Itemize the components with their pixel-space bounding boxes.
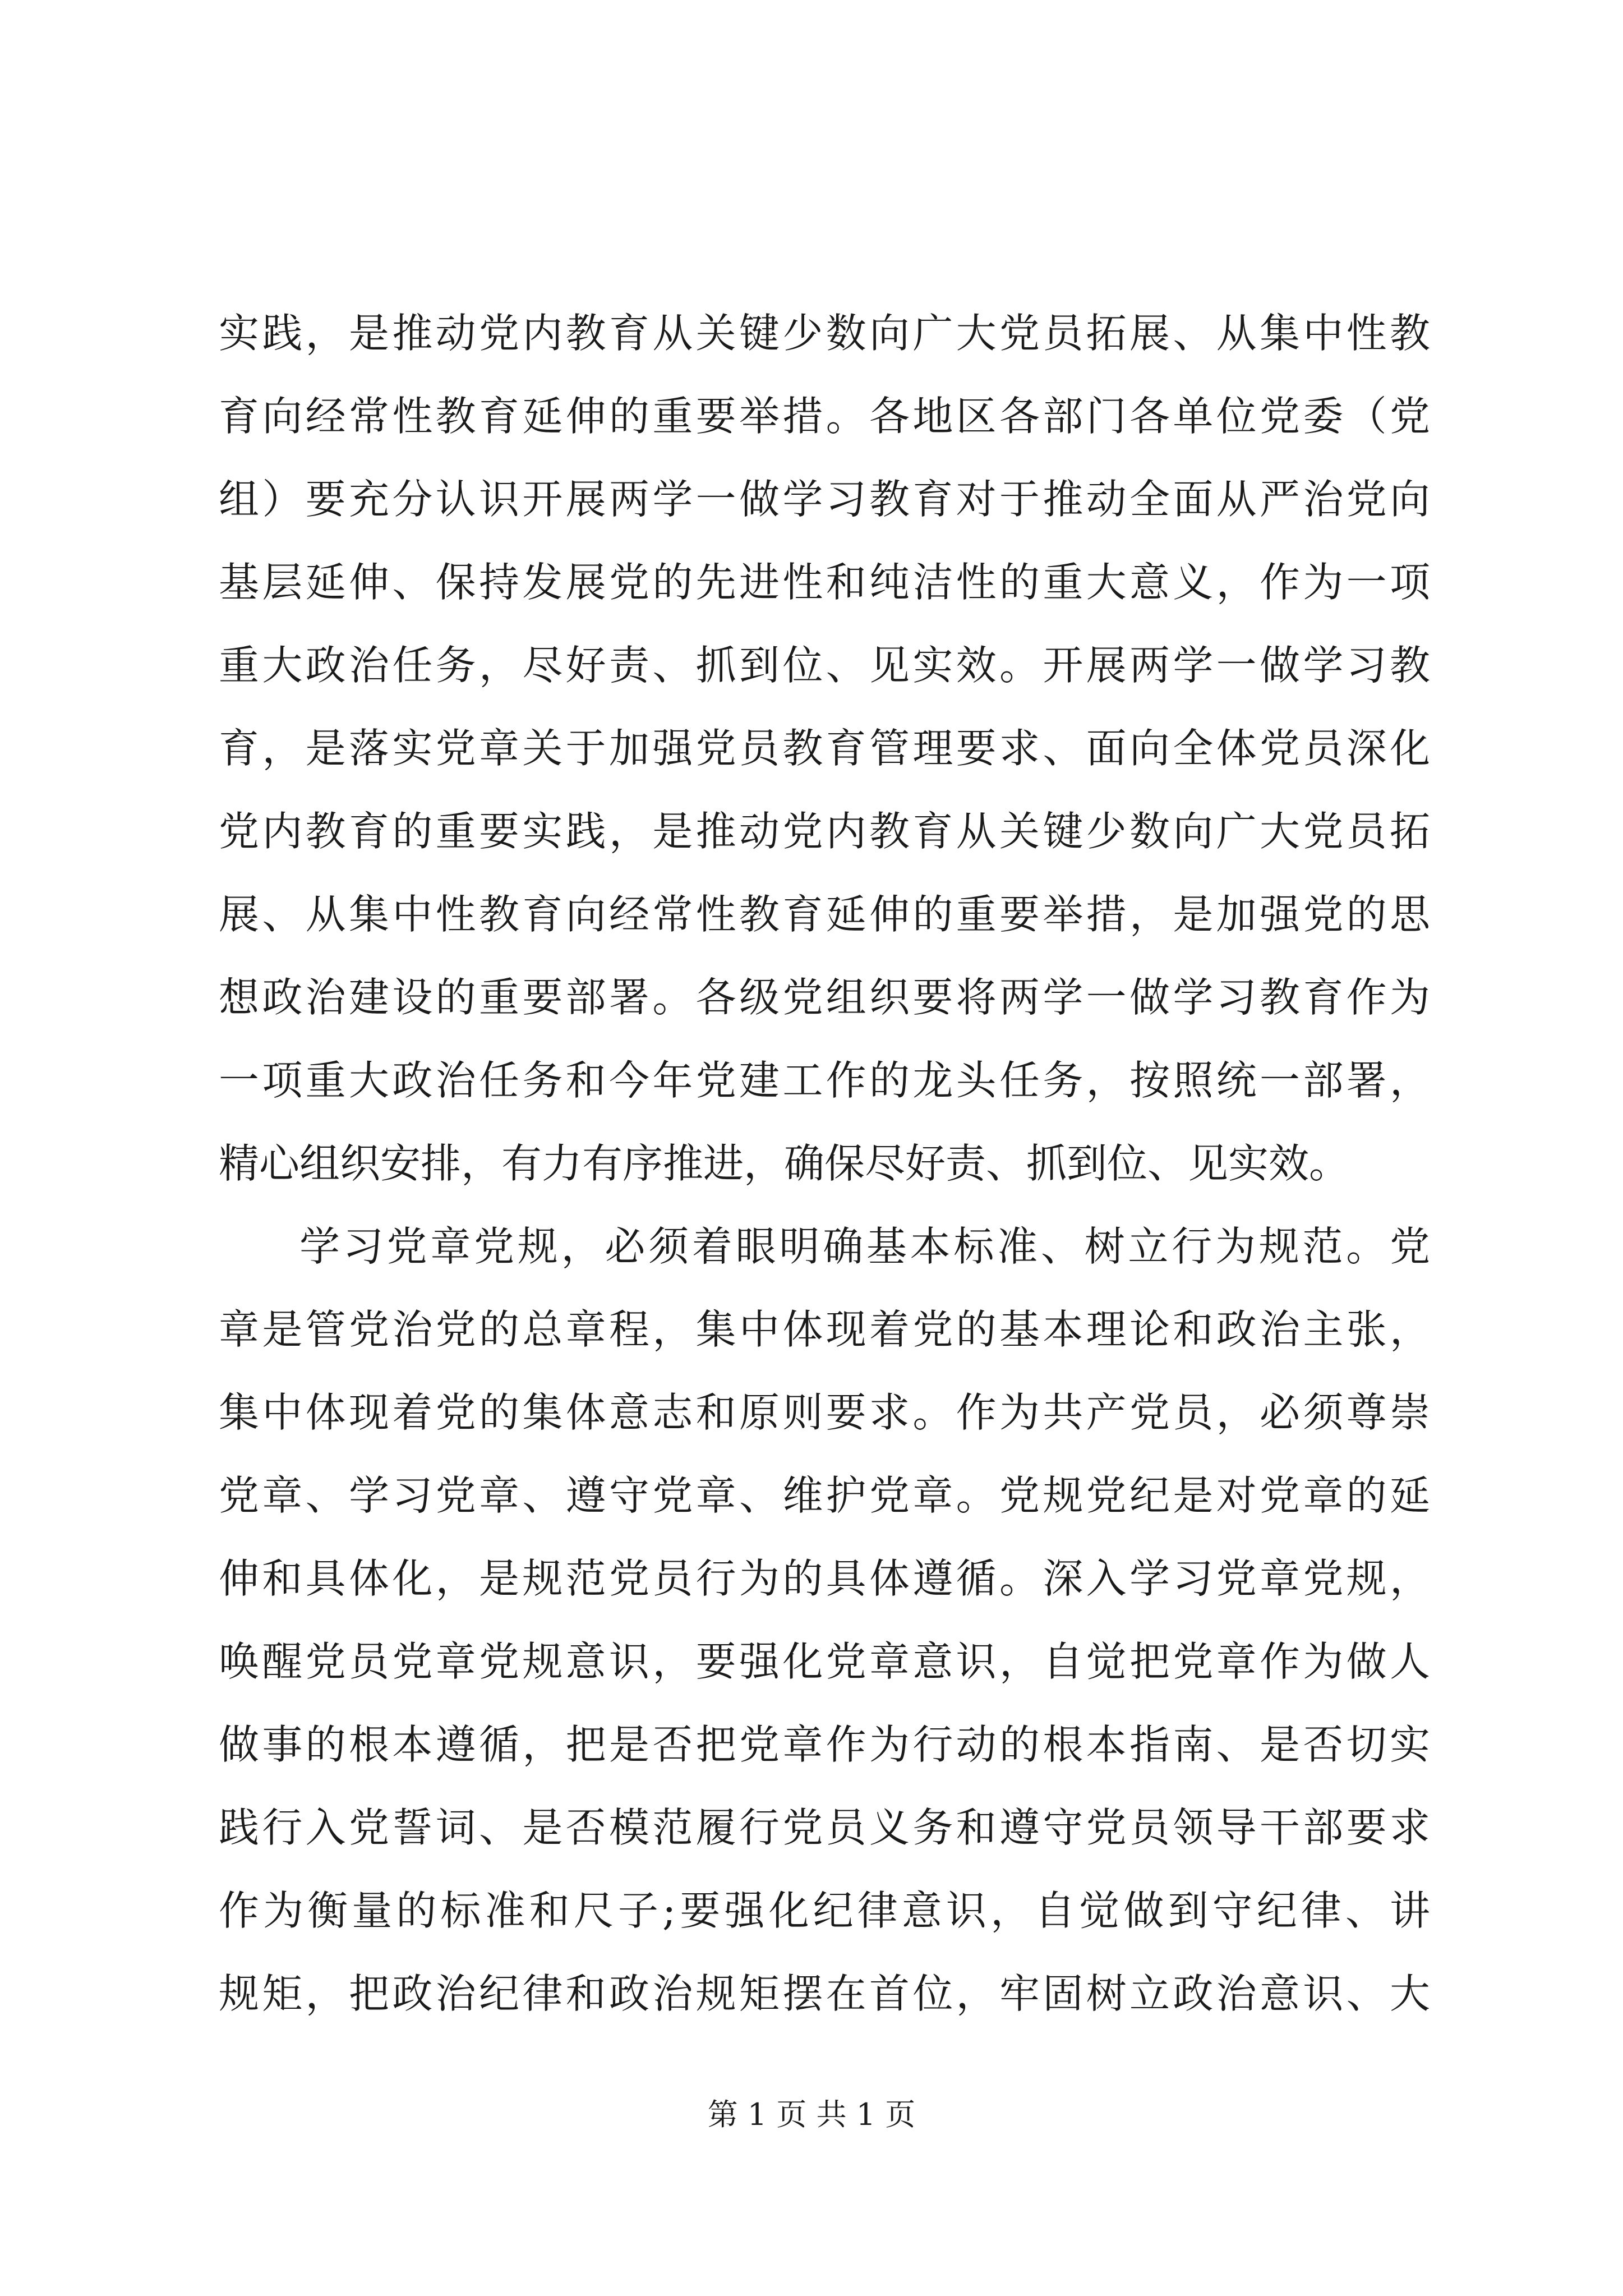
text-line: 规矩，把政治纪律和政治规矩摆在首位，牢固树立政治意识、大 bbox=[219, 1970, 1430, 2017]
text-line: 精心组织安排，有力有序推进，确保尽好责、抓到位、见实效。 bbox=[219, 1140, 1350, 1187]
text-line: 做事的根本遵循，把是否把党章作为行动的根本指南、是否切实 bbox=[219, 1721, 1430, 1768]
text-line: 育向经常性教育延伸的重要举措。各地区各部门各单位党委（党 bbox=[219, 393, 1430, 440]
text-line: 集中体现着党的集体意志和原则要求。作为共产党员，必须尊崇 bbox=[219, 1389, 1430, 1436]
text-line: 育，是落实党章关于加强党员教育管理要求、面向全体党员深化 bbox=[219, 725, 1430, 772]
text-line: 基层延伸、保持发展党的先进性和纯洁性的重大意义，作为一项 bbox=[219, 559, 1430, 606]
text-line: 唤醒党员党章党规意识，要强化党章意识，自觉把党章作为做人 bbox=[219, 1638, 1430, 1685]
text-line: 实践，是推动党内教育从关键少数向广大党员拓展、从集中性教 bbox=[219, 310, 1430, 357]
text-line: 伸和具体化，是规范党员行为的具体遵循。深入学习党章党规， bbox=[219, 1555, 1430, 1602]
paragraph-first-line: 学习党章党规，必须着眼明确基本标准、树立行为规范。党 bbox=[299, 1223, 1430, 1270]
text-line: 作为衡量的标准和尺子;要强化纪律意识，自觉做到守纪律、讲 bbox=[219, 1887, 1430, 1934]
text-line: 想政治建设的重要部署。各级党组织要将两学一做学习教育作为 bbox=[219, 974, 1430, 1021]
text-line: 一项重大政治任务和今年党建工作的龙头任务，按照统一部署， bbox=[219, 1057, 1430, 1104]
text-line: 党内教育的重要实践，是推动党内教育从关键少数向广大党员拓 bbox=[219, 808, 1430, 855]
text-line: 重大政治任务，尽好责、抓到位、见实效。开展两学一做学习教 bbox=[219, 642, 1430, 689]
text-line: 展、从集中性教育向经常性教育延伸的重要举措，是加强党的思 bbox=[219, 891, 1430, 938]
text-line: 组）要充分认识开展两学一做学习教育对于推动全面从严治党向 bbox=[219, 476, 1430, 523]
text-line: 党章、学习党章、遵守党章、维护党章。党规党纪是对党章的延 bbox=[219, 1472, 1430, 1519]
text-line: 章是管党治党的总章程，集中体现着党的基本理论和政治主张， bbox=[219, 1306, 1430, 1353]
page-footer: 第 1 页 共 1 页 bbox=[707, 2097, 916, 2132]
text-line: 践行入党誓词、是否模范履行党员义务和遵守党员领导干部要求 bbox=[219, 1804, 1430, 1851]
body-text bbox=[219, 292, 1430, 2035]
